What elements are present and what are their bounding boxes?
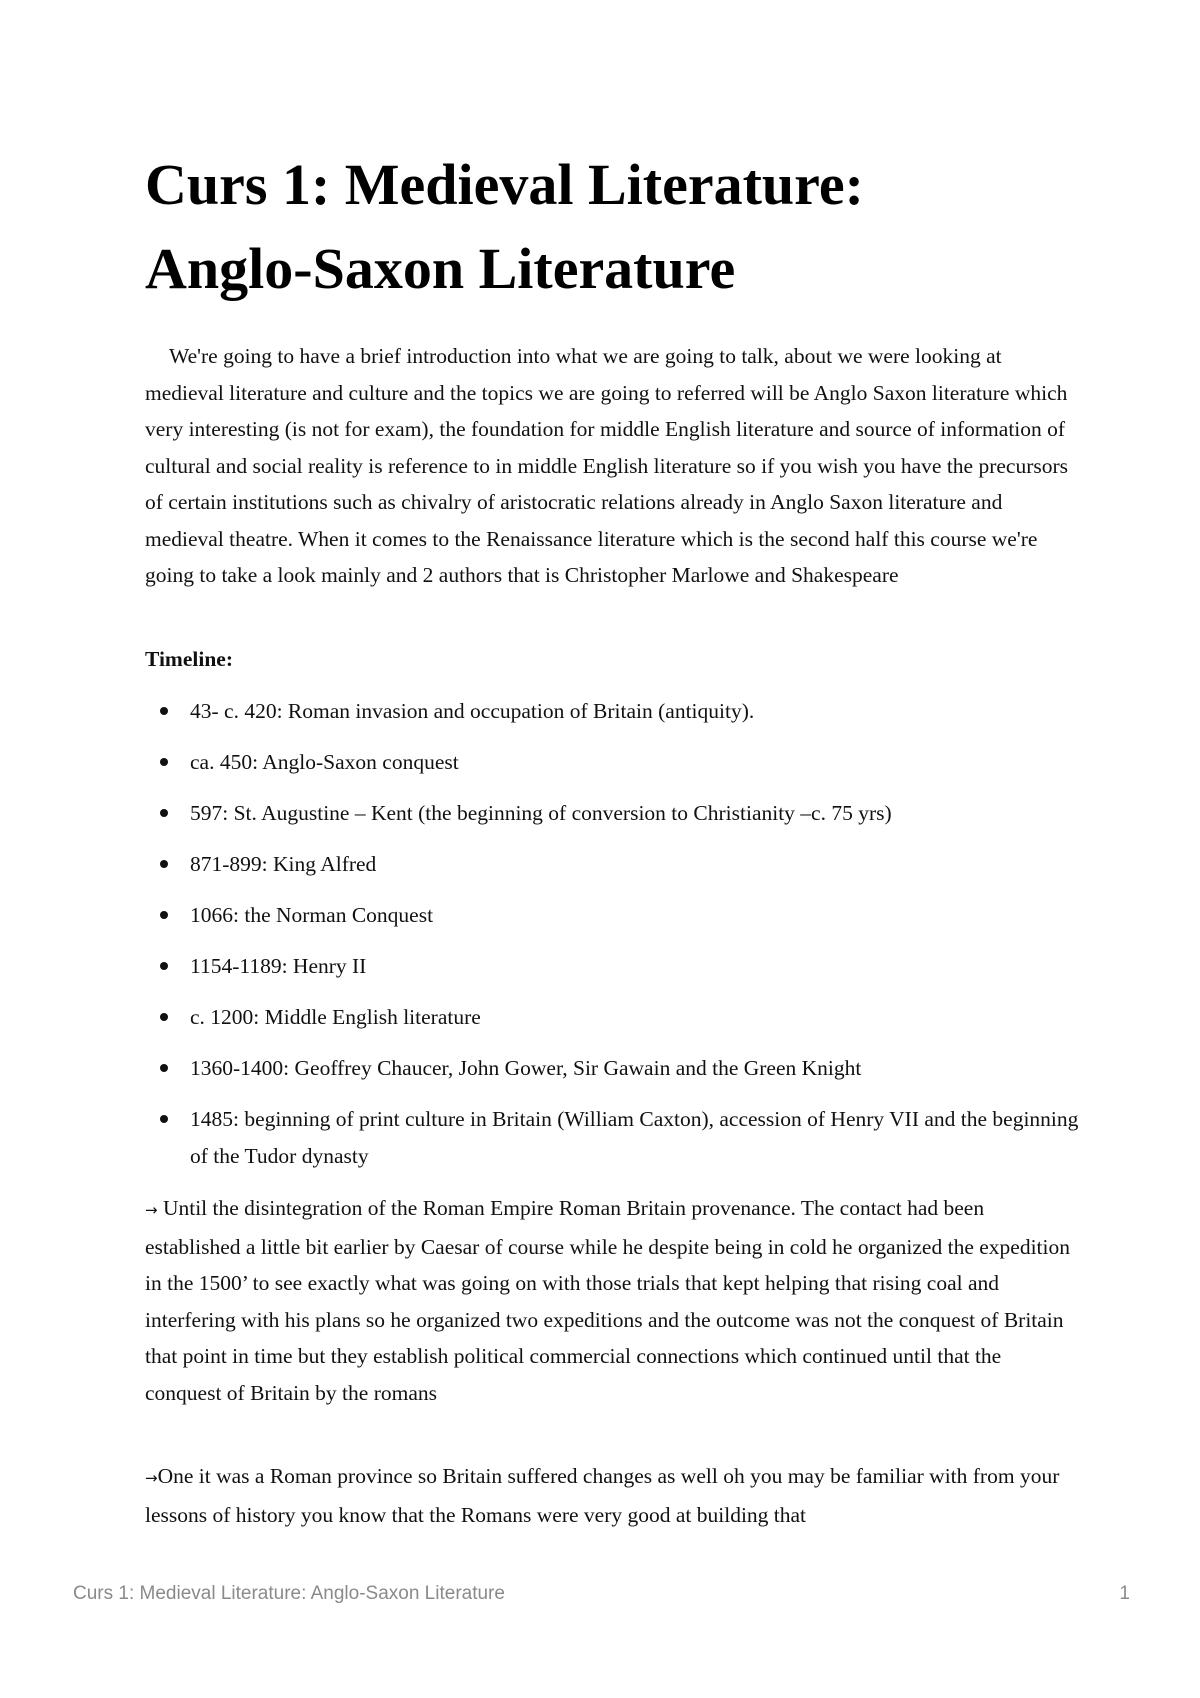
bullet-icon	[160, 962, 168, 970]
bullet-icon	[160, 1064, 168, 1072]
paragraph-text: Until the disintegration of the Roman Empire Roman Britain provenance. The contact had been established a little bit earlier by Caesar of course while he despite being in cold he organized the expedition in the 1500’ to see exactly what was going on with those trials that kept helping that rising coal and interfering with his plans so he organized two expeditions and the outcome was not the conquest of Britain that point in time but they establish political commercial connections which continued until that the conquest of Britain by the romans	[145, 1196, 1070, 1405]
timeline-item	[145, 744, 1085, 781]
timeline-item-text: 43- c. 420: Roman invasion and occupation of Britain (antiquity).	[190, 699, 755, 723]
timeline-item-text: 1066: the Norman Conquest	[190, 903, 434, 927]
timeline-item-text: ca. 450: Anglo-Saxon conquest	[190, 750, 459, 774]
bullet-icon	[160, 1013, 168, 1021]
body-paragraph-2	[145, 1458, 1075, 1533]
timeline-item	[145, 948, 1085, 985]
timeline-item-text: 871-899: King Alfred	[190, 852, 377, 876]
arrow-icon: →	[145, 1201, 158, 1219]
bullet-icon	[160, 860, 168, 868]
body-paragraph-1	[145, 1190, 1075, 1411]
arrow-icon: →	[145, 1469, 158, 1487]
bullet-icon	[160, 809, 168, 817]
timeline-item	[145, 897, 1085, 934]
intro-paragraph: We're going to have a brief introduction into what we are going to talk, about we were looking at medieval literature and culture and the topics we are going to referred will be Anglo Saxon literature which very interesting (is not for exam), the foundation for middle English literature and source of information of cultural and social reality is reference to in middle English literature so if you wish you have the precursors of certain institutions such as chivalry of aristocratic relations already in Anglo Saxon literature and medieval theatre. When it comes to the Renaissance literature which is the second half this course we're going to take a look mainly and 2 authors that is Christopher Marlowe and Shakespeare	[145, 344, 1069, 587]
page-title	[145, 143, 1105, 311]
page-number: 1	[1119, 1583, 1130, 1604]
timeline-heading: Timeline:	[145, 647, 233, 671]
timeline-item	[145, 999, 1085, 1036]
timeline-item-text: 597: St. Augustine – Kent (the beginning of conversion to Christianity –c. 75 yrs)	[190, 801, 892, 825]
footer-title: Curs 1: Medieval Literature: Anglo-Saxon Literature	[73, 1583, 505, 1604]
timeline-list	[145, 693, 1085, 1189]
paragraph-text: One it was a Roman province so Britain suffered changes as well oh you may be familiar with from your lessons of history you know that the Romans were very good at building that	[145, 1464, 1060, 1527]
timeline-item-text: c. 1200: Middle English literature	[190, 1005, 481, 1029]
timeline-item	[145, 1101, 1085, 1174]
timeline-item-text: 1485: beginning of print culture in Britain (William Caxton), accession of Henry VII and the beginning of the Tudor dynasty	[190, 1107, 1079, 1168]
timeline-item	[145, 846, 1085, 883]
timeline-item-text: 1360-1400: Geoffrey Chaucer, John Gower, Sir Gawain and the Green Knight	[190, 1056, 862, 1080]
timeline-item	[145, 795, 1085, 832]
timeline-item	[145, 1050, 1085, 1087]
bullet-icon	[160, 707, 168, 715]
bullet-icon	[160, 758, 168, 766]
title-line-2: Anglo-Saxon Literature	[145, 236, 736, 301]
bullet-icon	[160, 1115, 168, 1123]
timeline-item	[145, 693, 1085, 730]
timeline-item-text: 1154-1189: Henry II	[190, 954, 367, 978]
bullet-icon	[160, 911, 168, 919]
title-line-1: Curs 1: Medieval Literature:	[145, 152, 864, 217]
